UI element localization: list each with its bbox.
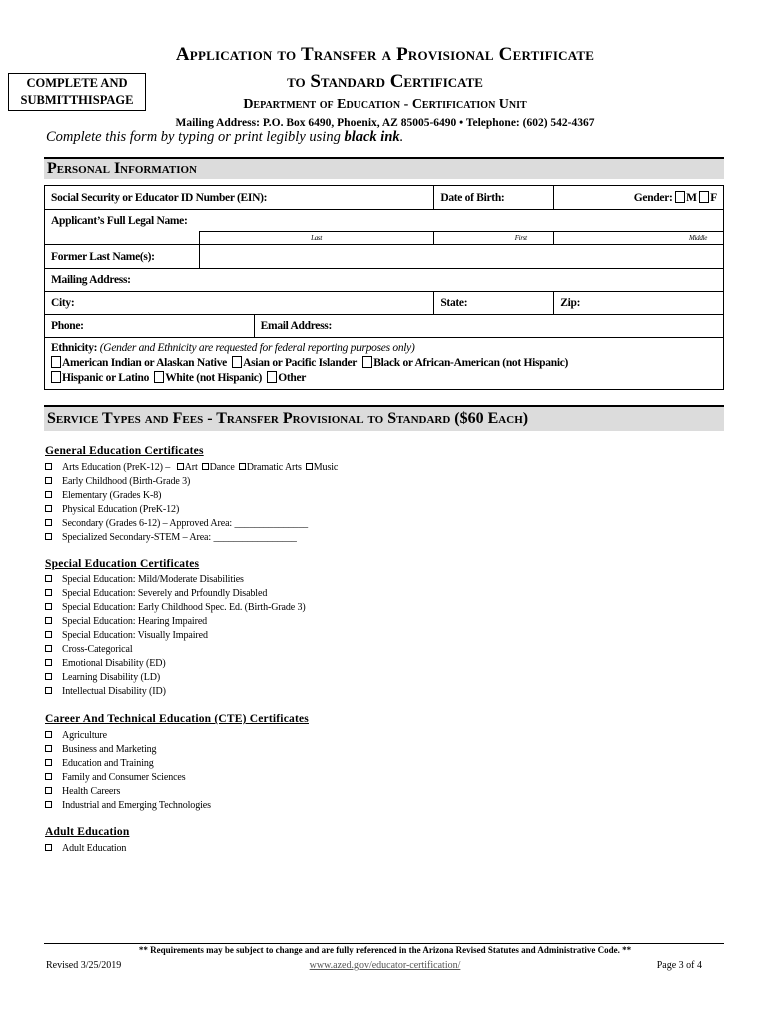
arts-option: Dramatic Arts [246,462,302,473]
dob-label: Date of Birth: [440,191,505,204]
arts-option: Art [184,462,198,473]
revision-date: Revised 3/25/2019 [46,960,122,971]
ethnicity-note: (Gender and Ethnicity are requested for federal reporting purposes only) [99,342,415,354]
item-label: Specialized Secondary-STEM – Area: _________________ [62,532,297,543]
ethnicity-checkbox[interactable] [362,356,372,368]
item-label: Learning Disability (LD) [62,672,161,683]
cte-item [45,729,107,743]
arts-prefix: Arts Education (PreK-12) – [62,462,173,473]
mailing-address: Mailing Address: P.O. Box 6490, Phoenix, AZ 85005-6490 • Telephone: (602) 542-4367 [175,117,595,129]
cte-item [45,799,211,813]
item-label: Adult Education [62,843,127,854]
cte-item [45,771,186,785]
checkbox[interactable] [45,477,52,484]
ethnicity-option: White (not Hispanic) [165,372,263,384]
ssn-field[interactable] [45,186,434,210]
checkbox[interactable] [177,463,184,470]
checkbox[interactable] [45,589,52,596]
complete-and-submit-box [8,73,146,111]
checkbox[interactable] [45,759,52,766]
special-item [45,601,306,615]
item-label: Special Education: Visually Impaired [62,630,208,641]
general-item [45,489,161,503]
item-label: Special Education: Early Childhood Spec. Ed. (Birth-Grade 3) [62,602,306,613]
checkbox[interactable] [45,673,52,680]
complete-box-line1: COMPLETE AND [26,76,128,90]
cte-item [45,743,156,757]
adult-education-heading: Adult Education [45,826,130,838]
checkbox[interactable] [45,617,52,624]
special-item [45,615,207,629]
cte-item [45,785,120,799]
item-label: Early Childhood (Birth-Grade 3) [62,476,191,487]
item-label: Elementary (Grades K-8) [62,490,162,501]
former-name-field[interactable] [199,245,723,269]
item-label: Cross-Categorical [62,644,133,655]
item-label: Family and Consumer Sciences [62,772,186,783]
item-label: Secondary (Grades 6-12) – Approved Area: _______________ [62,518,309,529]
checkbox[interactable] [45,687,52,694]
ethnicity-label: Ethnicity: [51,342,98,354]
sub-spacer [45,232,200,245]
checkbox[interactable] [306,463,313,470]
mailing-address-label: Mailing Address: [51,274,131,286]
instruction-suffix: . [399,129,404,145]
general-item [45,503,179,517]
special-item [45,671,160,685]
item-label: Special Education: Hearing Impaired [62,616,208,627]
gender-field [554,186,724,210]
gender-m-label: M [686,192,697,204]
personal-info-heading: Personal Information [44,157,724,179]
state-label: State: [440,297,468,309]
checkbox[interactable] [45,603,52,610]
checkbox[interactable] [45,645,52,652]
instruction-emphasis: black ink [344,129,400,145]
sub-first: First [434,232,554,245]
checkbox[interactable] [45,575,52,582]
special-item [45,643,133,657]
ethnicity-checkbox[interactable] [51,356,61,368]
item-label: Agriculture [62,730,107,741]
special-item [45,573,244,587]
checkbox[interactable] [45,519,52,526]
cte-heading: Career And Technical Education (CTE) Certificates [45,713,309,725]
checkbox[interactable] [45,631,52,638]
checkbox[interactable] [45,844,52,851]
item-label: Intellectual Disability (ID) [62,686,166,697]
special-education-heading: Special Education Certificates [45,558,200,570]
checkbox[interactable] [45,463,52,470]
checkbox[interactable] [45,731,52,738]
ethnicity-option: American Indian or Alaskan Native [62,357,227,369]
ethnicity-checkbox[interactable] [267,371,277,383]
zip-label: Zip: [560,297,581,309]
item-label: Health Careers [62,786,121,797]
ethnicity-checkbox[interactable] [232,356,242,368]
item-label: Industrial and Emerging Technologies [62,800,211,811]
personal-info-table [44,185,724,390]
city-label: City: [51,297,75,309]
general-item [45,475,190,489]
general-item-arts [45,461,338,475]
form-instruction [46,129,403,146]
website-link[interactable]: www.azed.gov/educator-certification/ [309,960,461,971]
full-name-field[interactable] [45,210,724,232]
ethnicity-option: Hispanic or Latino [62,372,150,384]
item-label: Business and Marketing [62,744,157,755]
item-label: Special Education: Mild/Moderate Disabilities [62,574,244,585]
ethnicity-checkbox[interactable] [51,371,61,383]
arts-option: Music [313,462,339,473]
form-title: Application to Transfer a Provisional Certificate [175,44,595,65]
general-item [45,531,297,545]
email-field[interactable] [254,315,723,338]
email-label: Email Address: [260,320,332,332]
sub-middle: Middle [554,232,724,245]
special-item [45,657,166,671]
checkbox[interactable] [202,463,209,470]
page-number: Page 3 of 4 [656,960,702,971]
full-name-label: Applicant’s Full Legal Name: [51,214,188,227]
general-education-heading: General Education Certificates [45,445,204,457]
ssn-label: Social Security or Educator ID Number (EIN): [51,191,268,204]
sub-last: Last [199,232,434,245]
item-label: Emotional Disability (ED) [62,658,166,669]
ethnicity-option: Black or African-American (not Hispanic) [373,357,569,369]
gender-m-checkbox[interactable] [675,191,685,203]
special-item [45,685,166,699]
general-item [45,517,308,531]
former-name-label-cell [45,245,200,269]
gender-f-checkbox[interactable] [699,191,709,203]
phone-field[interactable] [45,315,255,338]
item-label: Special Education: Severely and Prfoundly Disabled [62,588,268,599]
city-field[interactable] [45,292,434,315]
ethnicity-option: Asian or Pacific Islander [243,357,358,369]
zip-field[interactable] [554,292,724,315]
checkbox[interactable] [45,787,52,794]
department-name: Department of Education - Certification Unit [243,97,527,112]
instruction-prefix: Complete this form by typing or print legibly using [46,129,345,145]
gender-label: Gender: [633,192,673,204]
checkbox[interactable] [45,801,52,808]
ethnicity-option: Other [278,372,307,384]
checkbox[interactable] [45,533,52,540]
ethnicity-field [45,338,724,390]
form-title-line2: to Standard Certificate [287,71,483,92]
checkbox[interactable] [45,659,52,666]
ethnicity-checkbox[interactable] [154,371,164,383]
checkbox[interactable] [45,491,52,498]
checkbox[interactable] [45,773,52,780]
cte-item [45,757,154,771]
item-label: Education and Training [62,758,154,769]
former-name-label: Former Last Name(s): [51,250,155,263]
arts-option: Dance [209,462,235,473]
checkbox[interactable] [45,505,52,512]
checkbox[interactable] [45,745,52,752]
footer-divider [44,943,724,944]
special-item [45,629,208,643]
footer-note: ** Requirements may be subject to change and are fully referenced in the Arizona Revised Statutes and Administrative Code. ** [138,945,632,955]
dob-field[interactable] [434,186,554,210]
service-types-heading: Service Types and Fees - Transfer Provisional to Standard ($60 Each) [44,405,724,431]
phone-label: Phone: [51,320,84,332]
mailing-address-field[interactable] [45,269,724,292]
special-item [45,587,267,601]
checkbox[interactable] [239,463,246,470]
adult-item [45,842,126,856]
state-field[interactable] [434,292,554,315]
gender-f-label: F [710,192,717,204]
complete-box-line2: SUBMITTHISPAGE [20,93,134,107]
item-label: Physical Education (PreK-12) [62,504,180,515]
